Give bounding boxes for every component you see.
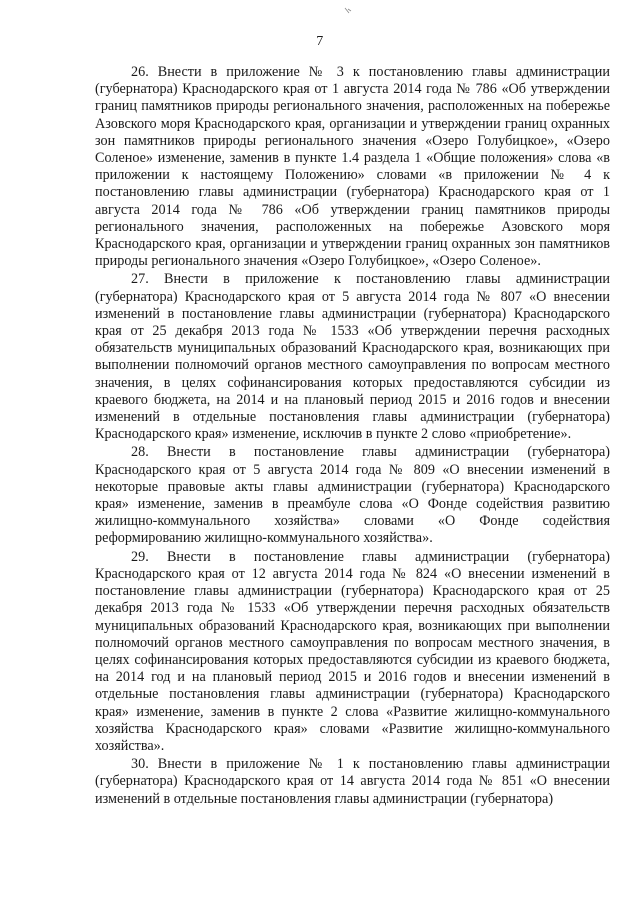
paragraph-27: 27. Внести в приложение к постановлению главы администрации (губернатора) Краснодарского края от 5 августа 2014 года № 807 «О внесении изменений в постановление главы администрации (губернатора) Краснодарского края от 25 декабря 2013 года № 1533 «Об утверждении перечня расходных обязательств муниципальных образований Краснодарского края, возникающих при выполнении полномочий органов местного самоуправления по вопросам местного значения, в целях софинансирования которых предоставляются субсидии из краевого бюджета, на 2014 и на плановый период 2015 и 2016 годов и внесении изменений в отдельные постановления главы администрации (губернатора) Краснодарского края» изменение, исключив в пункте 2 слово «приобретение». — [95, 271, 610, 443]
paragraph-29: 29. Внести в постановление главы администрации (губернатора) Краснодарского края от 12 августа 2014 года № 824 «О внесении изменений в постановление главы администрации (губернатора) Краснодарского края от 25 декабря 2013 года № 1533 «Об утверждении перечня расходных обязательств муниципальных образований Краснодарского края, возникающих при выполнении полномочий органов местного самоуправления по вопросам местного значения, в целях софинансирования которых предоставляются субсидии из краевого бюджета, на 2014 год и на плановый период 2015 и 2016 годов и внесении изменений в отдельные постановления главы администрации (губернатора) Краснодарского края» изменение, заменив в пункте 2 слова «Развитие жилищно-коммунального хозяйства Краснодарского края» словами «Развитие жилищно-коммунального хозяйства». — [95, 548, 610, 754]
page-number: 7 — [316, 34, 324, 49]
paragraph-28: 28. Внести в постановление главы администрации (губернатора) Краснодарского края от 5 августа 2014 года № 809 «О внесении изменений в некоторые правовые акты главы администрации (губернатора) Краснодарского края» изменение, заменив в преамбуле слова «О Фонде содействия развитию жилищно-коммунального хозяйства» словами «О Фонде содействия реформированию жилищно-коммунального хозяйства». — [95, 444, 610, 547]
document-body — [95, 64, 610, 809]
paragraph-30: 30. Внести в приложение № 1 к постановлению главы администрации (губернатора) Краснодарского края от 14 августа 2014 года № 851 «О внесении изменений в отдельные постановления главы администрации (губернатора) — [95, 756, 610, 807]
scan-speck-mark — [343, 6, 353, 16]
paragraph-26: 26. Внести в приложение № 3 к постановлению главы администрации (губернатора) Краснодарского края от 1 августа 2014 года № 786 «Об утверждении границ памятников природы регионального значения, расположенных на побережье Азовского моря Краснодарского края, организации и утверждении границ охранных зон памятников природы регионального значения «Озеро Голубицкое», «Озеро Соленое» изменение, заменив в пункте 1.4 раздела 1 «Общие положения» слова «в приложении к настоящему Положению» словами «в приложении № 4 к постановлению главы администрации (губернатора) Краснодарского края от 1 августа 2014 года № 786 «Об утверждении границ памятников природы регионального значения, расположенных на побережье Азовского моря Краснодарского края, организации и утверждении границ охранных зон памятников природы регионального значения «Озеро Голубицкое», «Озеро Соленое». — [95, 64, 610, 270]
